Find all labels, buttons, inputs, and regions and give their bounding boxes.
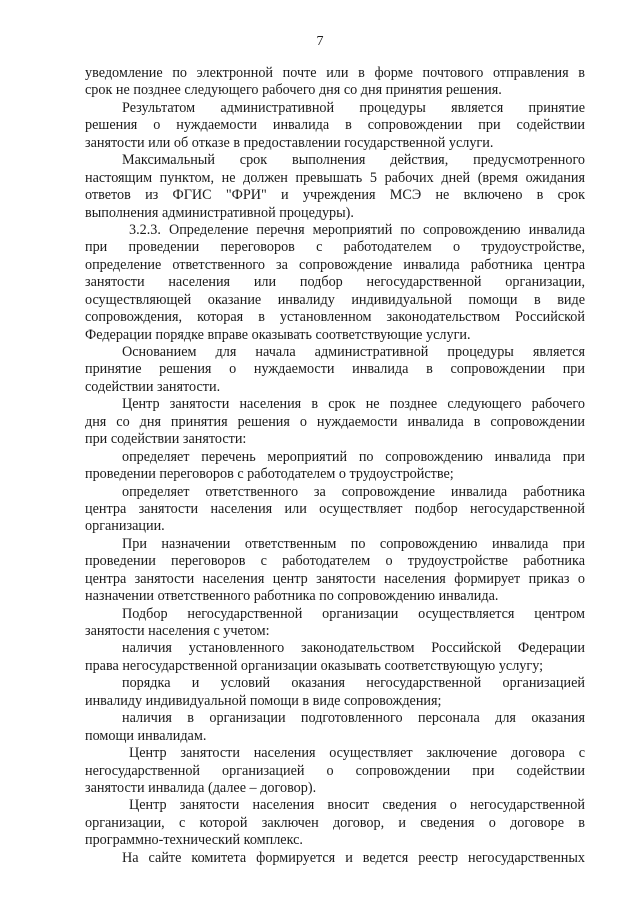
- paragraph: [85, 745, 585, 797]
- text-line: Центр занятости населения в срок не позднее следующего рабочего: [122, 396, 585, 413]
- text-line: выполнения административной процедуры).: [85, 204, 354, 221]
- paragraph: [85, 850, 585, 867]
- text-line: Подбор негосударственной организации осуществляется центром: [122, 605, 585, 622]
- text-line: Центр занятости населения вносит сведения о негосударственной: [129, 797, 585, 814]
- document-body: [85, 65, 585, 867]
- text-line: проведении переговоров с работодателем о трудоустройстве работника: [85, 553, 585, 570]
- text-line: помощи инвалидам.: [85, 727, 207, 744]
- text-line: центра занятости населения центр занятости населения формирует приказ о: [85, 570, 585, 587]
- text-line: негосударственной организацией о сопровождении при содействии: [85, 762, 585, 779]
- text-line: организации, с которой заключен договор, и сведения о договоре в: [85, 814, 585, 831]
- text-line: осуществляющей оказание инвалиду индивидуальной помощи в виде: [85, 291, 585, 308]
- paragraph: [85, 65, 585, 100]
- paragraph: [85, 484, 585, 536]
- text-line: определение ответственного за сопровождение инвалида работника центра: [85, 256, 585, 273]
- text-line: дня со дня принятия решения о нуждаемости инвалида в сопровождении: [85, 413, 585, 430]
- paragraph: [85, 396, 585, 448]
- text-line: при проведении переговоров с работодателем о трудоустройстве,: [85, 239, 585, 256]
- text-line: Основанием для начала административной процедуры является: [122, 344, 585, 360]
- text-line: программно-технический комплекс.: [85, 832, 303, 849]
- text-line: сопровождения, которая в установленном законодательством Российской: [85, 309, 585, 326]
- text-line: Максимальный срок выполнения действия, предусмотренного: [122, 152, 585, 169]
- text-line: содействии занятости.: [85, 378, 221, 395]
- text-line: Центр занятости населения осуществляет заключение договора с: [129, 745, 585, 762]
- text-line: Федерации порядке вправе оказывать соответствующие услуги.: [85, 326, 471, 343]
- paragraph: [85, 797, 585, 849]
- text-line: занятости населения с учетом:: [85, 623, 270, 639]
- text-line: срок не позднее следующего рабочего дня со дня принятия решения.: [85, 82, 502, 99]
- page-number: 7: [316, 34, 324, 49]
- paragraph: [85, 344, 585, 396]
- text-line: инвалиду индивидуальной помощи в виде сопровождения;: [85, 692, 442, 709]
- text-line: На сайте комитета формируется и ведется реестр негосударственных: [122, 849, 585, 866]
- text-line: определяет ответственного за сопровождение инвалида работника: [122, 483, 585, 500]
- text-line: наличия в организации подготовленного персонала для оказания: [122, 710, 585, 727]
- text-line: При назначении ответственным по сопровождению инвалида при: [122, 535, 585, 552]
- text-line: ответов из ФГИС "ФРИ" и учреждения МСЭ не включено в срок: [85, 187, 585, 204]
- text-line: назначении ответственного работника по сопровождению инвалида.: [85, 588, 499, 605]
- text-line: при содействии занятости:: [85, 431, 247, 448]
- paragraph: [85, 152, 585, 222]
- text-line: Результатом административной процедуры является принятие: [122, 99, 585, 116]
- paragraph: [85, 640, 585, 675]
- paragraph: [85, 536, 585, 606]
- text-line: наличия установленного законодательством Российской Федерации: [122, 640, 585, 657]
- text-line: настоящим пунктом, не должен превышать 5 рабочих дней (время ожидания: [85, 169, 585, 186]
- paragraph: [85, 606, 585, 641]
- paragraph: [85, 100, 585, 152]
- text-line: уведомление по электронной почте или в форме почтового отправления в: [85, 65, 585, 81]
- text-line: определяет перечень мероприятий по сопровождению инвалида при: [122, 448, 585, 465]
- text-line: занятости населения или подбор негосударственной организации,: [85, 274, 585, 291]
- text-line: занятости инвалида (далее – договор).: [85, 779, 317, 796]
- paragraph: [85, 710, 585, 745]
- text-line: проведении переговоров с работодателем о трудоустройстве;: [85, 466, 454, 483]
- paragraph: [85, 675, 585, 710]
- text-line: центра занятости населения или осуществляет подбор негосударственной: [85, 500, 585, 517]
- text-line: занятости или об отказе в предоставлении государственной услуги.: [85, 134, 494, 151]
- text-line: принятие решения о нуждаемости инвалида в сопровождении при: [85, 361, 585, 378]
- paragraph: [85, 222, 585, 344]
- text-line: 3.2.3. Определение перечня мероприятий по сопровождению инвалида: [129, 221, 585, 238]
- paragraph: [85, 449, 585, 484]
- text-line: порядка и условий оказания негосударственной организацией: [122, 675, 585, 692]
- text-line: права негосударственной организации оказывать соответствующую услугу;: [85, 657, 544, 674]
- text-line: организации.: [85, 518, 165, 535]
- text-line: решения о нуждаемости инвалида в сопровождении при содействии: [85, 117, 585, 134]
